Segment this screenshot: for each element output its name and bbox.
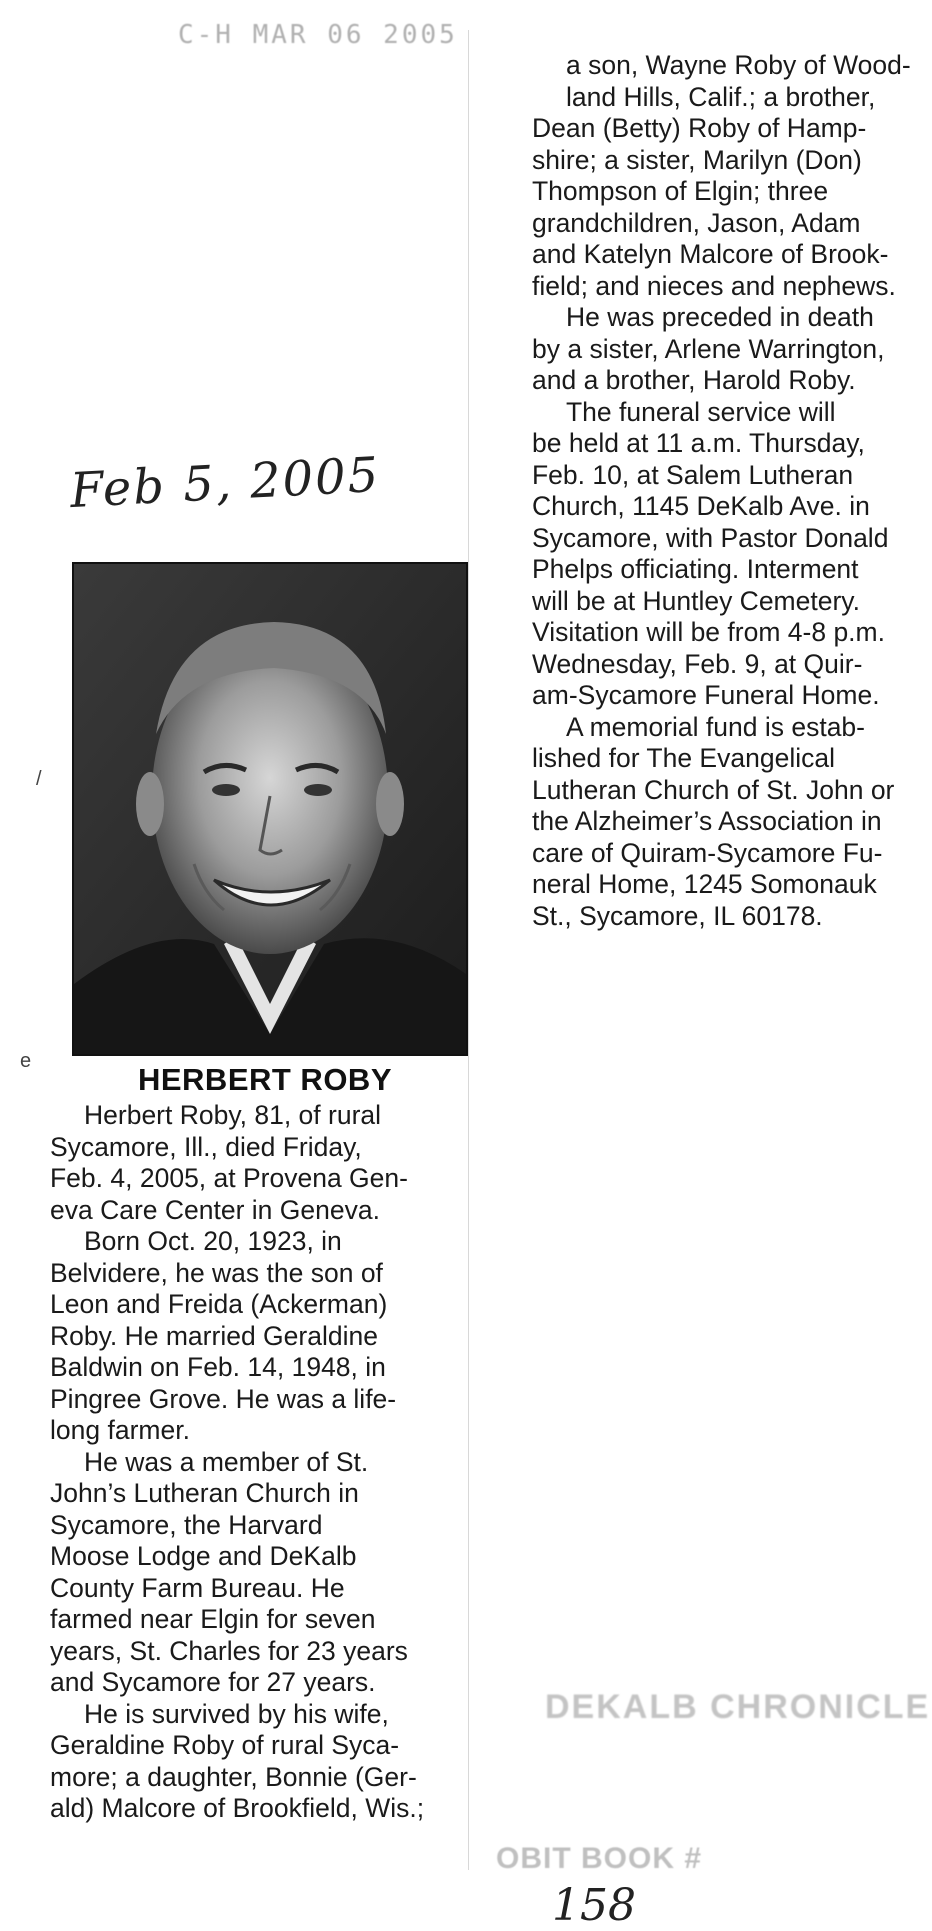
obituary-text-line: Phelps officiating. Interment <box>532 554 859 584</box>
obituary-text-line: eva Care Center in Geneva. <box>50 1194 380 1225</box>
obituary-text-line: the Alzheimer’s Association in <box>532 806 882 836</box>
obituary-text-line: Wednesday, Feb. 9, at Quir- <box>532 648 863 679</box>
obituary-text-line: Belvidere, he was the son of <box>50 1257 383 1288</box>
obituary-text-line: St., Sycamore, IL 60178. <box>532 900 823 931</box>
obituary-text-line: He was preceded in death <box>566 302 874 332</box>
obituary-text-line: Feb. 10, at Salem Lutheran <box>532 459 854 490</box>
obituary-text-line: am-Sycamore Funeral Home. <box>532 680 880 710</box>
obituary-text-line: by a sister, Arlene Warrington, <box>532 333 885 364</box>
obituary-right-column <box>532 50 922 932</box>
obituary-text-line: farmed near Elgin for seven <box>50 1604 376 1634</box>
newspaper-source-stamp: DEKALB CHRONICLE <box>545 1688 931 1726</box>
obit-book-stamp: OBIT BOOK # <box>496 1842 703 1875</box>
portrait-image <box>74 564 466 1054</box>
right-text-lines <box>532 50 922 932</box>
obituary-left-column <box>50 1062 450 1825</box>
obituary-text-line: Thompson of Elgin; three <box>532 176 829 206</box>
obituary-text-line: grandchildren, Jason, Adam <box>532 207 861 238</box>
left-text-lines <box>50 1100 450 1825</box>
obituary-text-line: Sycamore, the Harvard <box>50 1509 323 1540</box>
obituary-text-line: Dean (Betty) Roby of Hamp- <box>532 113 867 143</box>
obituary-text-line: ald) Malcore of Brookfield, Wis.; <box>50 1793 425 1823</box>
obituary-text-line: be held at 11 a.m. Thursday, <box>532 428 865 458</box>
obituary-headline: HERBERT ROBY <box>137 1062 392 1097</box>
top-date-stamp: C-H MAR 06 2005 <box>178 20 458 50</box>
obituary-text-line: Pingree Grove. He was a life- <box>50 1383 397 1414</box>
obituary-text-line: He was a member of St. <box>84 1446 369 1477</box>
obituary-text-line: will be at Huntley Cemetery. <box>532 585 860 616</box>
obituary-text-line: and a brother, Harold Roby. <box>532 365 856 395</box>
obituary-text-line: Lutheran Church of St. John or <box>532 774 895 805</box>
obituary-text-line: land Hills, Calif.; a brother, <box>566 81 876 112</box>
obituary-text-line: The funeral service will <box>566 396 836 427</box>
obituary-text-line: Sycamore, Ill., died Friday, <box>50 1131 362 1162</box>
obituary-text-line: Herbert Roby, 81, of rural <box>84 1100 382 1130</box>
obituary-text-line: Visitation will be from 4-8 p.m. <box>532 617 885 647</box>
obituary-text-line: more; a daughter, Bonnie (Ger- <box>50 1761 417 1792</box>
obituary-text-line: care of Quiram-Sycamore Fu- <box>532 837 883 868</box>
obituary-text-line: a son, Wayne Roby of Wood- <box>566 50 911 80</box>
handwritten-date: Feb 5, 2005 <box>68 446 382 520</box>
obituary-text-line: and Sycamore for 27 years. <box>50 1667 376 1697</box>
obituary-text-line: Church, 1145 DeKalb Ave. in <box>532 491 870 521</box>
obituary-text-line: A memorial fund is estab- <box>566 711 865 742</box>
obituary-text-line: and Katelyn Malcore of Brook- <box>532 239 889 269</box>
obituary-text-line: Feb. 4, 2005, at Provena Gen- <box>50 1163 408 1193</box>
obituary-text-line: Baldwin on Feb. 14, 1948, in <box>50 1352 386 1382</box>
obituary-text-line: Roby. He married Geraldine <box>50 1320 378 1351</box>
obituary-text-line: John’s Lutheran Church in <box>50 1478 359 1508</box>
obituary-text-line: long farmer. <box>50 1415 190 1445</box>
obituary-text-line: field; and nieces and nephews. <box>532 270 896 301</box>
obituary-text-line: Sycamore, with Pastor Donald <box>532 522 889 553</box>
obituary-text-line: Leon and Freida (Ackerman) <box>50 1289 388 1319</box>
obituary-text-line: He is survived by his wife, <box>84 1698 389 1729</box>
column-fold-line <box>468 30 469 1870</box>
obituary-text-line: Moose Lodge and DeKalb <box>50 1541 357 1571</box>
obituary-text-line: lished for The Evangelical <box>532 743 835 773</box>
obituary-text-line: County Farm Bureau. He <box>50 1572 345 1603</box>
portrait-photo <box>72 562 468 1056</box>
obituary-text-line: neral Home, 1245 Somonauk <box>532 869 877 899</box>
obituary-text-line: shire; a sister, Marilyn (Don) <box>532 144 862 175</box>
margin-mark-slash: / <box>36 768 42 790</box>
obituary-text-line: Geraldine Roby of rural Syca- <box>50 1730 400 1760</box>
handwritten-book-number: 158 <box>552 1880 636 1931</box>
obituary-text-line: years, St. Charles for 23 years <box>50 1635 408 1666</box>
margin-mark-letter: e <box>20 1050 32 1072</box>
obituary-text-line: Born Oct. 20, 1923, in <box>84 1226 342 1256</box>
